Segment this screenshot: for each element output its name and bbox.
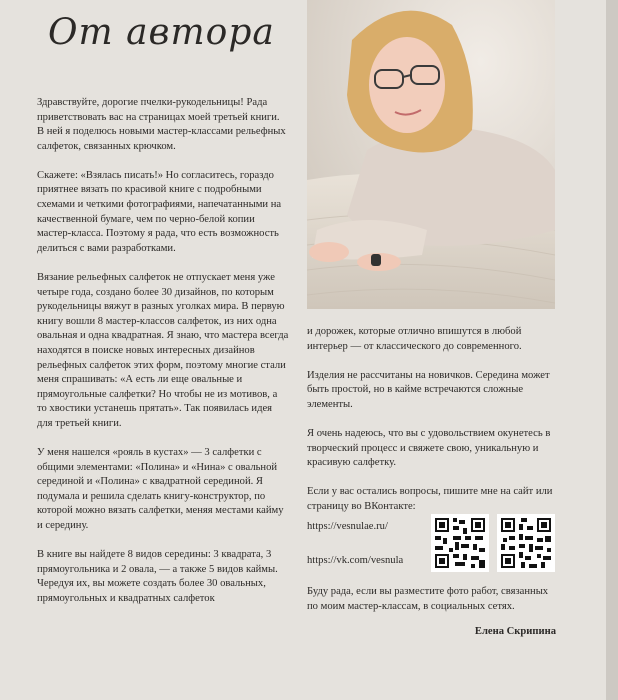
paragraph: Вязание рельефных салфеток не отпускает меня уже четыре года, создано более 30 дизайнов, по которым рукодельницы вяжут в разных уголках мира. В первую книгу вошли 8 мастер-классов салфеток, из них одна овальная и одна квадратная. Я знаю, что мастера всегда находятся в поиске новых интересных дизайнов рельефных салфеток этих форм, поэтому многие стали меня спрашивать: «А есть ли еще овальные и прямоугольные салфетки? Но чтобы не из мотивов, а то хвостики устанешь прятать». Так появилась идея для третьей книги. — [37, 271, 289, 429]
author-signature: Елена Скрипина — [474, 626, 556, 637]
page-edge — [606, 0, 618, 700]
paragraph: У меня нашелся «рояль в кустах» — 3 салфетки с общими элементами: «Полина» и «Нина» с овальной серединой и «Полина» с квадратной серединой. Я подумала и решила сделать книгу-конструктор, по которой можно вязать салфетки, меняя местами кайму и середину. — [37, 446, 284, 531]
paragraph: Если у вас остались вопросы, пишите мне на сайт или страницу во ВКонтакте: — [307, 486, 553, 512]
paragraph: и дорожек, которые отлично впишутся в любой интерьер — от классического до современного. — [307, 326, 522, 352]
author-photo — [307, 0, 555, 309]
right-text-column — [307, 325, 559, 529]
website-link[interactable]: https://vesnulae.ru/ — [307, 521, 388, 532]
links-list — [307, 520, 427, 588]
paragraph: Изделия не рассчитаны на новичков. Середина может быть простой, но в кайме встречаются сложные элементы. — [307, 369, 550, 410]
qr-code-vk — [497, 514, 555, 572]
paragraph: Скажете: «Взялась писать!» Но согласитесь, гораздо приятнее вязать по красивой книге с подробными схемами и четкими фотографиями, напечатанными на качественной бумаге, чем по черно-белой копии мастер-класса. Поэтому я рада, что есть возможность делиться с вами разработками. — [37, 169, 282, 254]
page-title: От автора — [48, 12, 275, 53]
closing-text: Буду рада, если вы разместите фото работ, связанных по моим мастер-классам, в социальных сетях. — [307, 586, 549, 612]
left-text-column — [37, 96, 289, 621]
qr-code-website — [431, 514, 489, 572]
paragraph: Здравствуйте, дорогие пчелки-рукодельницы! Рада приветствовать вас на страницах моей третьей книги. В ней я поделюсь новыми мастер-классами рельефных салфеток, связанных крючком. — [37, 97, 286, 152]
paragraph: Я очень надеюсь, что вы с удовольствием окунетесь в творческий процесс и свяжете свою, уникальную и красивую салфетку. — [307, 427, 551, 469]
paragraph: В книге вы найдете 8 видов середины: 3 квадрата, 3 прямоугольника и 2 овала, — а также 5 видов каймы. Чередуя их, вы можете создать более 30 овальных, прямоугольных и квадратных салфеток — [37, 549, 278, 604]
vk-link[interactable]: https://vk.com/vesnula — [307, 555, 404, 566]
